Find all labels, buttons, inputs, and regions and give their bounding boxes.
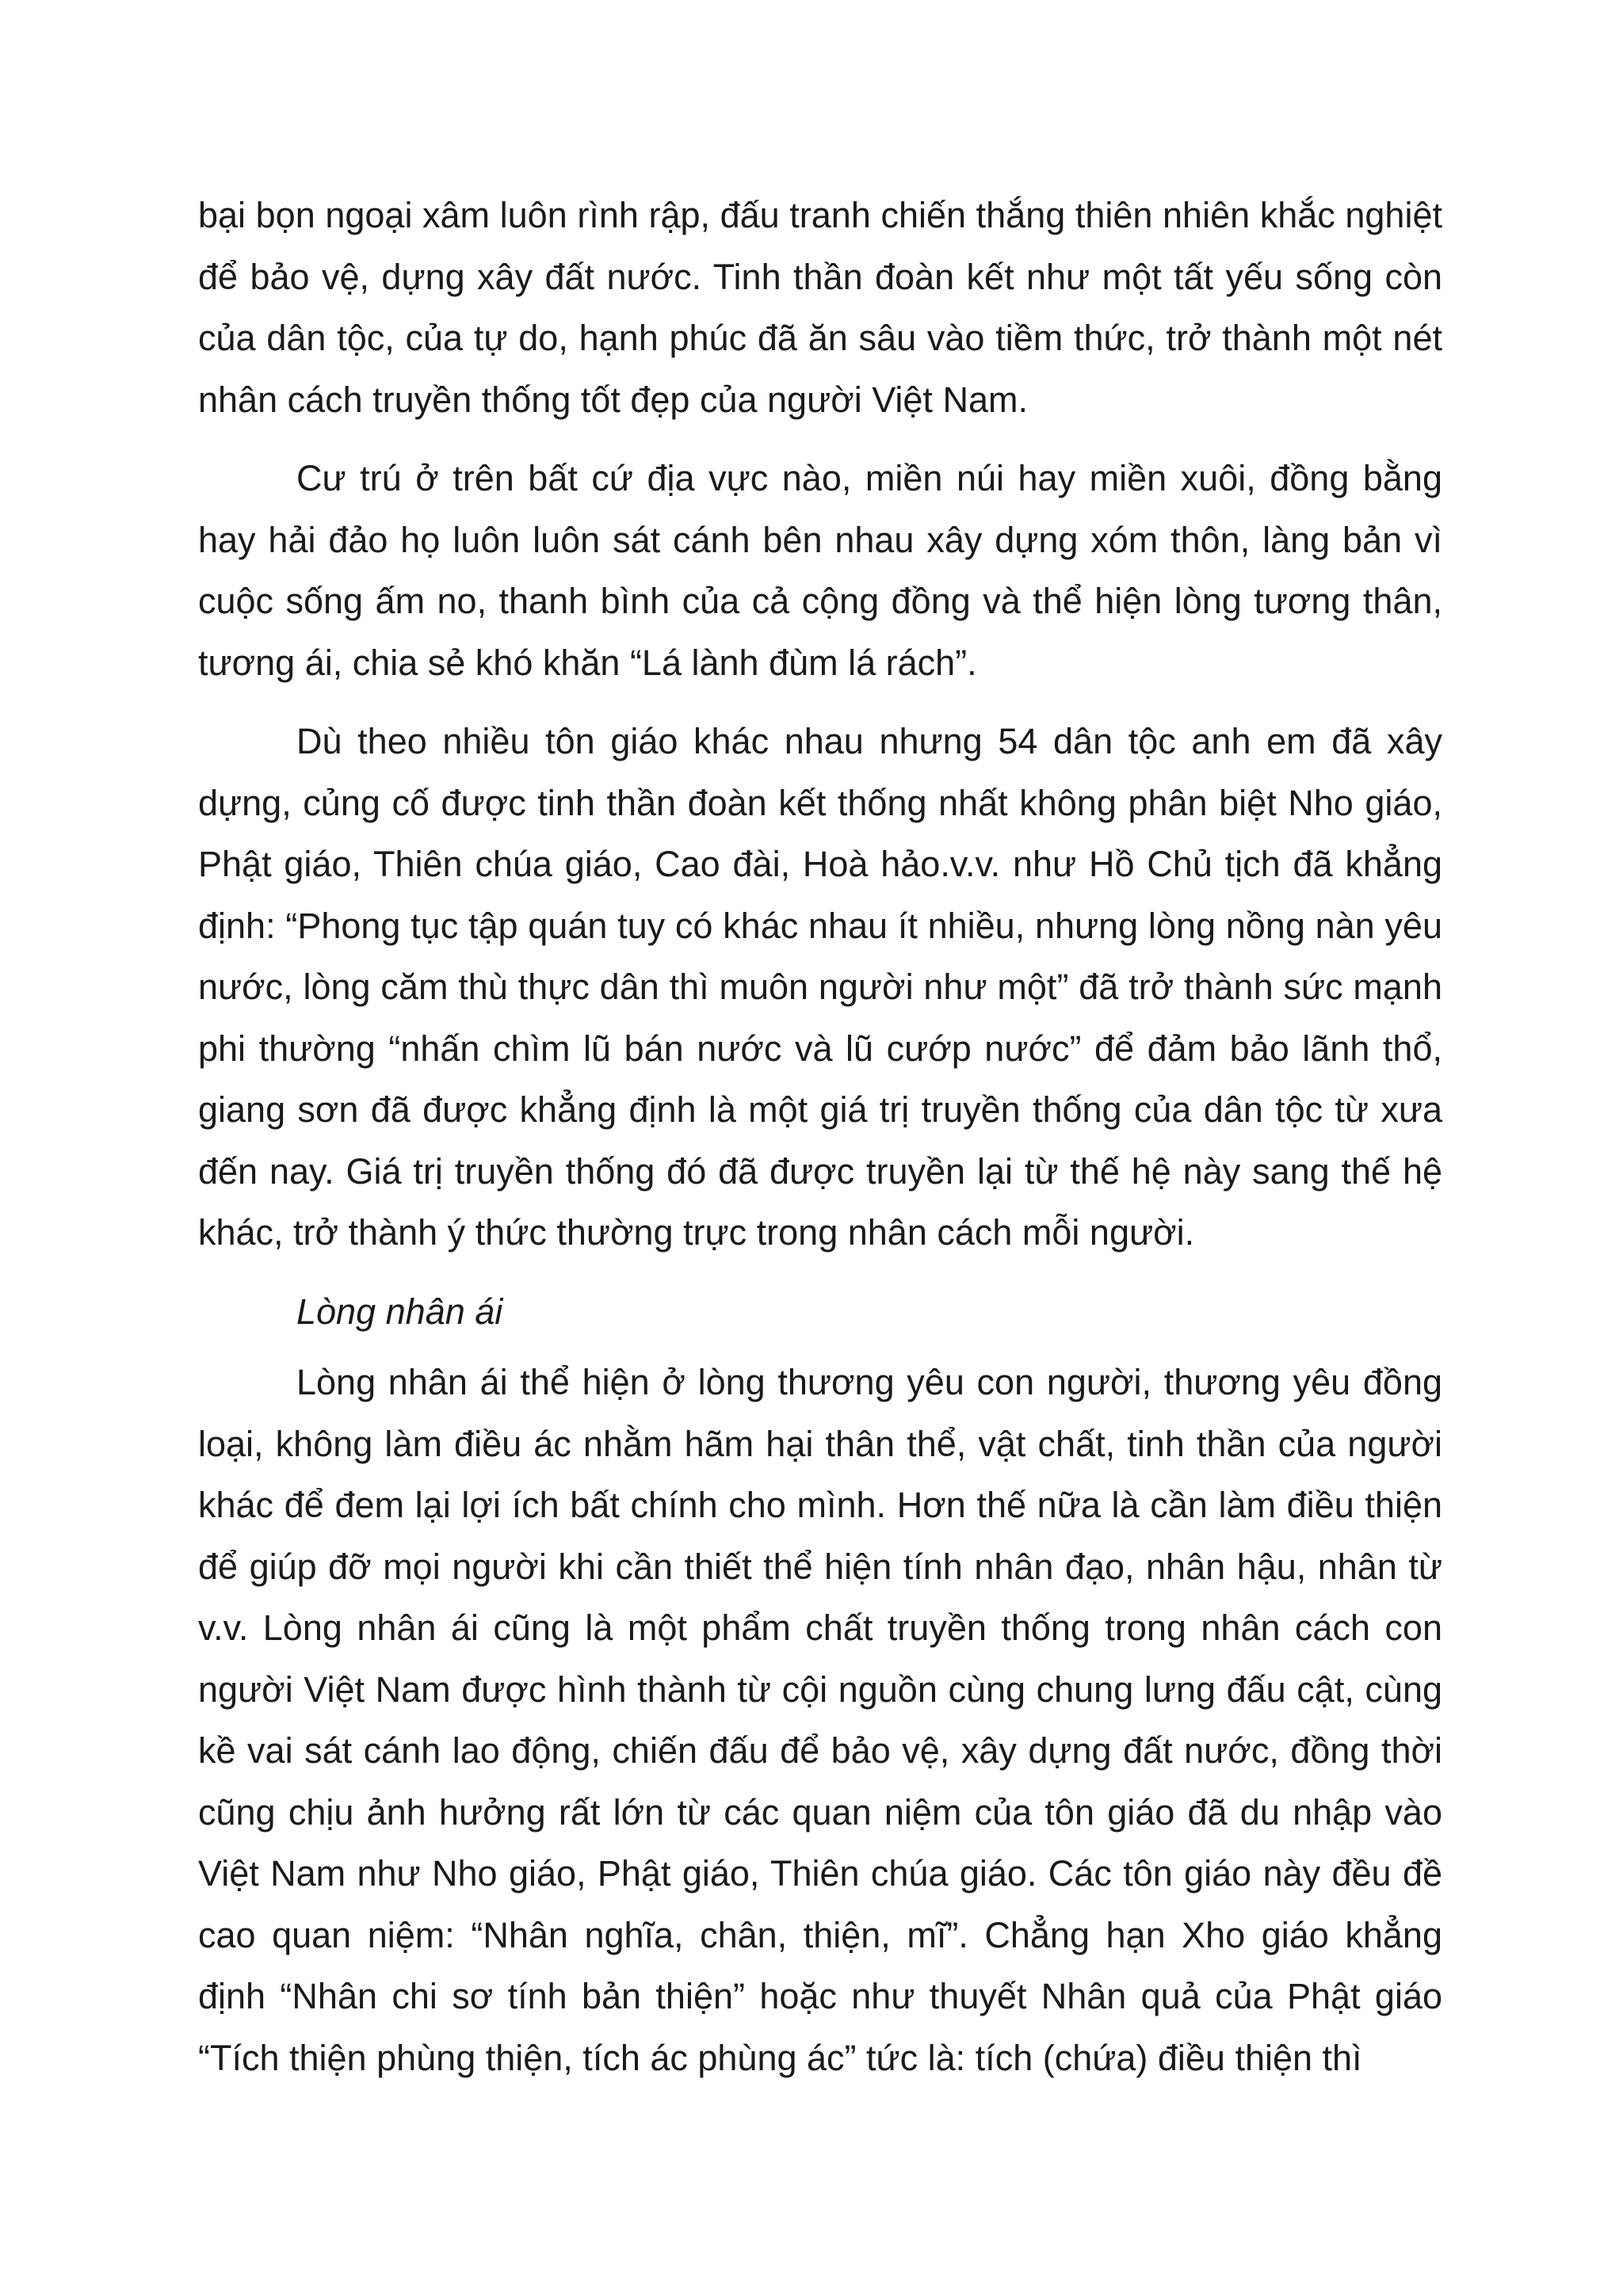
document-page [198, 185, 1442, 2106]
paragraph-continuation: bại bọn ngoại xâm luôn rình rập, đấu tranh chiến thắng thiên nhiên khắc nghiệt để bảo vệ, dựng xây đất nước. Tinh thần đoàn kết như một tất yếu sống còn của dân tộc, của tự do, hạnh phúc đã ăn sâu vào tiềm thức, trở thành một nét nhân cách truyền thống tốt đẹp của người Việt Nam. [198, 195, 1442, 420]
paragraph-religions: Dù theo nhiều tôn giáo khác nhau nhưng 54 dân tộc anh em đã xây dựng, củng cố được tinh thần đoàn kết thống nhất không phân biệt Nho giáo, Phật giáo, Thiên chúa giáo, Cao đài, Hoà hảo.v.v. như Hồ Chủ tịch đã khẳng định: “Phong tục tập quán tuy có khác nhau ít nhiều, nhưng lòng nồng nàn yêu nước, lòng căm thù thực dân thì muôn người như một” đã trở thành sức mạnh phi thường “nhấn chìm lũ bán nước và lũ cướp nước” để đảm bảo lãnh thổ, giang sơn đã được khẳng định là một giá trị truyền thống của dân tộc từ xưa đến nay. Giá trị truyền thống đó đã được truyền lại từ thế hệ này sang thế hệ khác, trở thành ý thức thường trực trong nhân cách mỗi người. [198, 721, 1442, 1253]
paragraph-compassion: Lòng nhân ái thể hiện ở lòng thương yêu con người, thương yêu đồng loại, không làm điều ác nhằm hãm hại thân thể, vật chất, tinh thần của người khác để đem lại lợi ích bất chính cho mình. Hơn thế nữa là cần làm điều thiện để giúp đỡ mọi người khi cần thiết thể hiện tính nhân đạo, nhân hậu, nhân từ v.v. Lòng nhân ái cũng là một phẩm chất truyền thống trong nhân cách con người Việt Nam được hình thành từ cội nguồn cùng chung lưng đấu cật, cùng kề vai sát cánh lao động, chiến đấu để bảo vệ, xây dựng đất nước, đồng thời cũng chịu ảnh hưởng rất lớn từ các quan niệm của tôn giáo đã du nhập vào Việt Nam như Nho giáo, Phật giáo, Thiên chúa giáo. Các tôn giáo này đều đề cao quan niệm: “Nhân nghĩa, chân, thiện, mĩ”. Chẳng hạn Xho giáo khẳng định “Nhân chi sơ tính bản thiện” hoặc như thuyết Nhân quả của Phật giáo “Tích thiện phùng thiện, tích ác phùng ác” tức là: tích (chứa) điều thiện thì [198, 1362, 1442, 2078]
paragraph-residence: Cư trú ở trên bất cứ địa vực nào, miền núi hay miền xuôi, đồng bằng hay hải đảo họ luôn luôn sát cánh bên nhau xây dựng xóm thôn, làng bản vì cuộc sống ấm no, thanh bình của cả cộng đồng và thể hiện lòng tương thân, tương ái, chia sẻ khó khăn “Lá lành đùm lá rách”. [198, 458, 1442, 683]
section-heading: Lòng nhân ái [296, 1291, 503, 1332]
